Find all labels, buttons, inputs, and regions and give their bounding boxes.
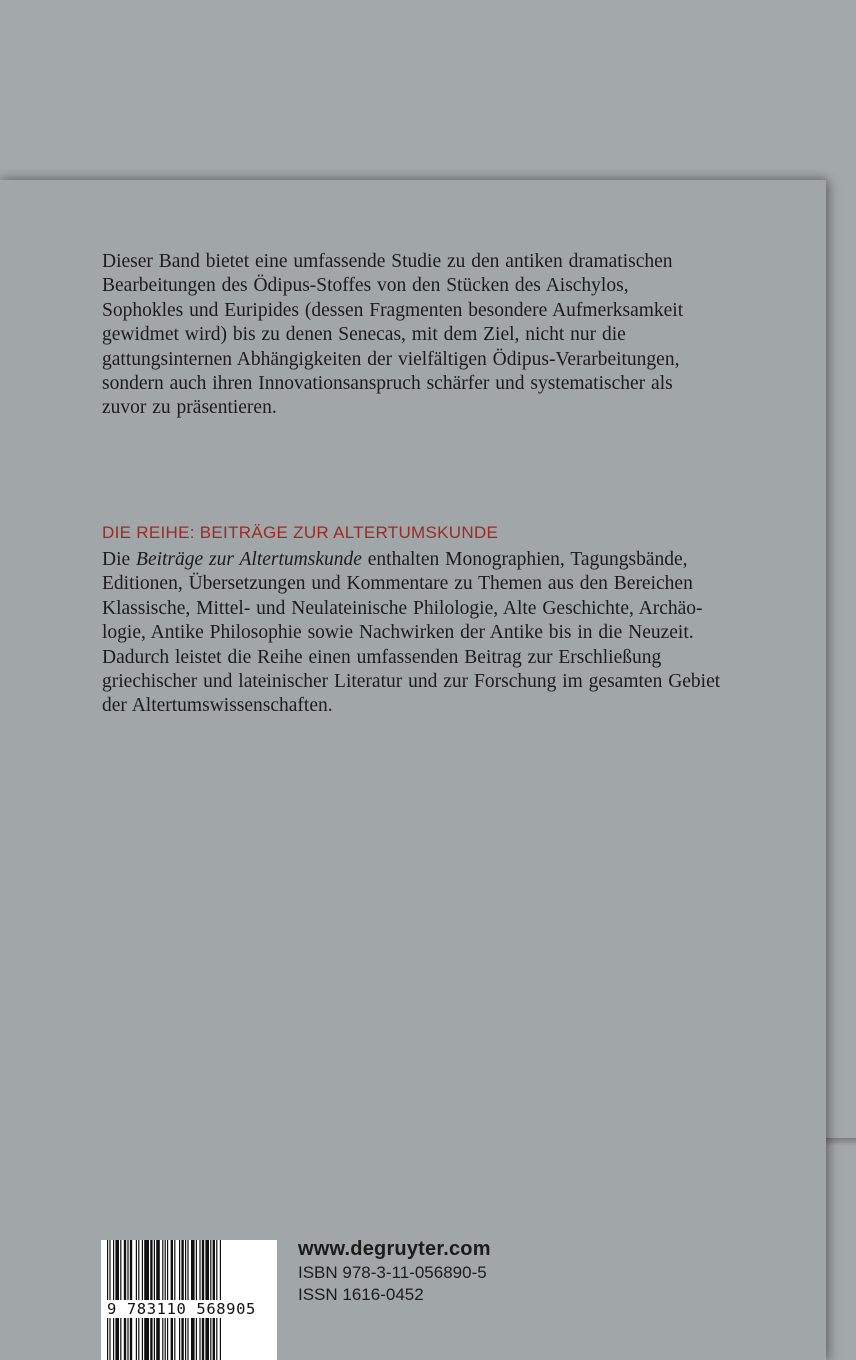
publisher-url[interactable]: www.degruyter.com (298, 1238, 491, 1260)
book-blurb (102, 250, 762, 421)
series-line: Klassische, Mittel- und Neulateinische Philologie, Alte Geschichte, Archäo- (102, 597, 703, 619)
barcode (101, 1240, 277, 1360)
blurb-line: Bearbeitungen des Ödipus-Stoffes von den Stücken des Aischylos, (102, 275, 629, 297)
series-first-line (102, 548, 762, 572)
isbn: ISBN 978-3-11-056890-5 (298, 1263, 487, 1282)
series-first-line-rest: enthalten Monographien, Tagungsbände, (361, 549, 688, 570)
series-line: Editionen, Übersetzungen und Kommentare zu Themen aus den Bereichen (102, 573, 693, 595)
blurb-line: gewidmet wird) bis zu denen Senecas, mit dem Ziel, nicht nur die (102, 324, 626, 346)
blurb-line: Sophokles und Euripides (dessen Fragmenten besondere Aufmerksamkeit (102, 299, 684, 321)
series-line: Dadurch leistet die Reihe einen umfassenden Beitrag zur Erschließung (102, 646, 662, 668)
series-intro-word: Die (102, 549, 137, 570)
blurb-line: zuvor zu präsentieren. (102, 397, 277, 419)
blurb-line: Dieser Band bietet eine umfassende Studie zu den antiken dramatischen (102, 251, 673, 272)
issn: ISSN 1616-0452 (298, 1285, 424, 1304)
barcode-digits: 9 783110 568905 (107, 1300, 256, 1318)
series-line: griechischer und lateinischer Literatur und zur Forschung im gesamten Gebiet (102, 671, 721, 693)
series-description (102, 548, 762, 719)
series-heading: DIE REIHE: BEITRÄGE ZUR ALTERTUMSKUNDE (102, 523, 499, 542)
blurb-line: sondern auch ihren Innovationsanspruch schärfer und systematischer als (102, 373, 673, 395)
publisher-info (298, 1236, 491, 1306)
series-title: Beiträge zur Altertumskunde (136, 549, 362, 570)
series-line: logie, Antike Philosophie sowie Nachwirken der Antike bis in die Neuzeit. (102, 622, 694, 644)
blurb-line: gattungsinternen Abhängigkeiten der vielfältigen Ödipus-Verarbeitungen, (102, 348, 680, 370)
panel-shadow (826, 1138, 856, 1146)
series-line: der Altertumswissenschaften. (102, 695, 333, 717)
